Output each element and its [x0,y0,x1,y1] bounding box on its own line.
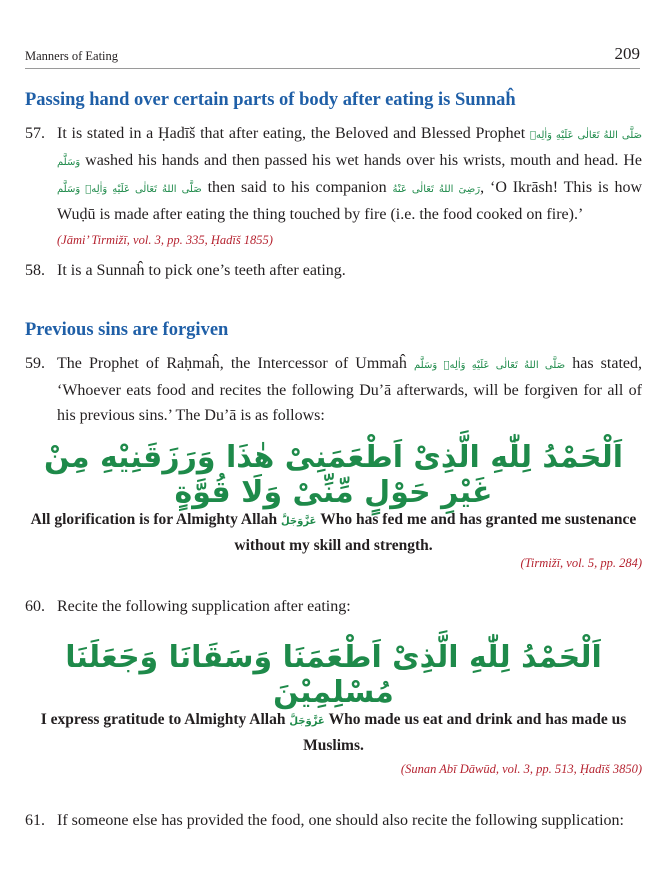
item-number: 61. [25,812,45,829]
translation-text: Who made us eat and drink and has made us Muslims. [303,711,627,754]
honorific-glyph: رَضِىَ اللهُ تَعَالٰى عَنْهُ [392,184,481,195]
item-body [57,351,642,428]
section-heading-sunnah-hand: Passing hand over certain parts of body after eating is Sunnaĥ [25,90,516,110]
item-number: 60. [25,598,45,615]
item-text: , ‘O Ikrāsh! This is how Wuḍū is made after eating the thing touched by fire (i.e. the food cooked on fire).’ [57,179,643,223]
translation-text: Who has fed me and has granted me sustenance without my skill and strength. [234,511,637,554]
honorific-glyph: عَزَّوَجَلَّ [280,516,317,527]
page-number: 209 [614,44,640,63]
arabic-dua: اَلْحَمْدُ لِلّٰهِ الَّذِىْ اَطْعَمَنِىْ هٰذَا وَرَزَقَنِيْهِ مِنْ غَيْرِ حَوْلٍ مِّنِّىْ وَلَا قُوَّةٍ [43,440,624,510]
list-item-60 [25,594,642,619]
list-item-58 [25,258,642,283]
item-text: washed his hands and then passed his wet hands over his wrists, mouth and head. He [80,152,642,169]
arabic-dua: اَلْحَمْدُ لِلّٰهِ الَّذِىْ اَطْعَمَنَا وَسَقَانَا وَجَعَلَنَا مُسْلِمِيْنَ [65,640,602,710]
reference: (Tirmižī, vol. 5, pp. 284) [520,556,642,570]
section-heading-sins-forgiven: Previous sins are forgiven [25,320,229,340]
page-header [25,46,640,69]
translation-text: All glorification is for Almighty Allah [30,511,281,528]
item-text: It is a Sunnaĥ to pick one’s teeth after eating. [57,262,346,279]
salutation-glyph: صَلَّى اللهُ تَعَالٰى عَلَيْهِ وَاٰلِهٖ وَسَلَّم [413,360,566,371]
item-text: then said to his companion [201,179,393,196]
reference: (Sunan Abī Dāwūd, vol. 3, pp. 513, Ḥadīš 3850) [400,762,642,776]
dua-translation [25,708,642,758]
salutation-glyph: صَلَّى اللهُ تَعَالٰى عَلَيْهِ وَاٰلِهٖ وَسَلَّم [57,184,202,195]
item-text: Recite the following supplication after eating: [57,598,351,615]
item-text: The Prophet of Raḥmaĥ, the Intercessor of Ummaĥ [57,355,414,372]
reference: (Jāmi’ Tirmižī, vol. 3, pp. 335, Ḥadīš 1855) [57,233,273,247]
honorific-glyph: عَزَّوَجَلَّ [289,716,325,727]
item-number: 57. [25,125,45,142]
salutation-glyph: صَلَّى اللهُ تَعَالٰى عَلَيْهِ وَاٰلِهٖ وَسَلَّم [57,130,643,168]
list-item-61 [25,808,642,833]
running-title: Manners of Eating [25,49,119,63]
item-body [57,121,642,253]
item-text: has stated, ‘Whoever eats food and recites the following Du’ā afterwards, will be forgiven for all of his previous sins.’ The Du’ā is as follows: [57,355,642,424]
list-item-59 [25,351,642,428]
dua-translation [25,508,642,558]
item-text: It is stated in a Ḥadīš that after eating, the Beloved and Blessed Prophet [57,125,530,142]
item-number: 59. [25,355,45,372]
item-number: 58. [25,262,45,279]
item-text: If someone else has provided the food, one should also recite the following supplication: [57,812,624,829]
list-item-57 [25,121,642,253]
translation-text: I express gratitude to Almighty Allah [40,711,290,728]
